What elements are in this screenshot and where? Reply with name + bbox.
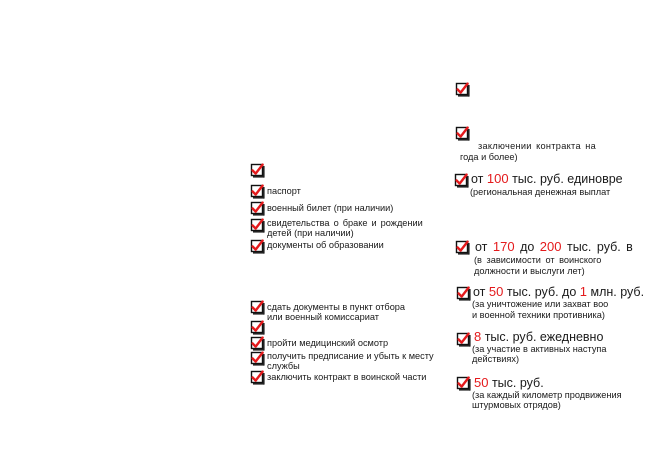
checkbox-icon [250, 320, 264, 334]
amount-50k: 50 [474, 375, 489, 390]
checkbox-icon [456, 376, 470, 390]
step-contract: заключить контракт в воинской части [267, 372, 427, 382]
payment-50-1m: от 50 тыс. руб. до 1 млн. руб. [473, 284, 645, 299]
amount-50: 50 [488, 284, 504, 299]
payment-8-note1: (за участие в активных наступа [472, 344, 607, 354]
checkbox-icon [250, 300, 264, 314]
checkbox-icon [250, 201, 264, 215]
payment-100: от 100 тыс. руб. единовре [471, 171, 623, 186]
benefits-column [450, 70, 645, 415]
checkbox-icon [250, 184, 264, 198]
payment-170-note1: (в зависимости от воинского [474, 255, 602, 265]
checkbox-icon [250, 370, 264, 384]
checkbox-icon [455, 126, 469, 140]
checkbox-icon [456, 286, 470, 300]
doc-education: документы об образовании [267, 240, 384, 250]
checkbox-icon [250, 163, 264, 177]
step-submit-line2: или военный комиссариат [267, 312, 379, 322]
payment-50k-note1: (за каждый километр продвижения [472, 390, 622, 400]
checkbox-icon [455, 240, 469, 254]
doc-certificates-line2: детей (при наличии) [267, 228, 354, 238]
contract-line1: заключении контракта на [478, 141, 596, 151]
doc-passport: паспорт [267, 186, 301, 196]
checkbox-icon [456, 332, 470, 346]
payment-8-note2: действиях) [472, 354, 520, 364]
payment-100-note: (региональная денежная выплат [470, 187, 611, 197]
amount-170: 170 [492, 239, 515, 254]
payment-170-200: от 170 до 200 тыс. руб. в [475, 239, 633, 254]
step-order-line2: службы [267, 361, 300, 371]
contract-line2: года и более) [460, 152, 518, 162]
step-submit-line1: сдать документы в пункт отбора [267, 302, 406, 312]
amount-100: 100 [486, 171, 509, 186]
doc-military-id: военный билет (при наличии) [267, 203, 394, 213]
amount-1: 1 [579, 284, 587, 299]
checkbox-icon [455, 82, 469, 96]
payment-170-note2: должности и выслуги лет) [474, 266, 585, 276]
payment-50-note2: и военной техники противника) [472, 310, 605, 320]
step-order-line1: получить предписание и убыть к месту [267, 351, 434, 361]
step-medical: пройти медицинский осмотр [267, 338, 389, 348]
checkbox-icon [454, 173, 468, 187]
amount-8: 8 [474, 329, 482, 344]
checkbox-icon [250, 336, 264, 350]
checkbox-icon [250, 239, 264, 253]
payment-50k-note2: штурмовых отрядов) [472, 400, 561, 410]
checkbox-icon [250, 351, 264, 365]
checkbox-icon [250, 218, 264, 232]
payment-50-note1: (за уничтожение или захват воо [472, 299, 609, 309]
doc-certificates-line1: свидетельства о браке и рождении [267, 218, 423, 228]
amount-200: 200 [539, 239, 562, 254]
payment-8-daily: 8 тыс. руб. ежедневно [474, 329, 604, 344]
payment-50k: 50 тыс. руб. [474, 375, 544, 390]
